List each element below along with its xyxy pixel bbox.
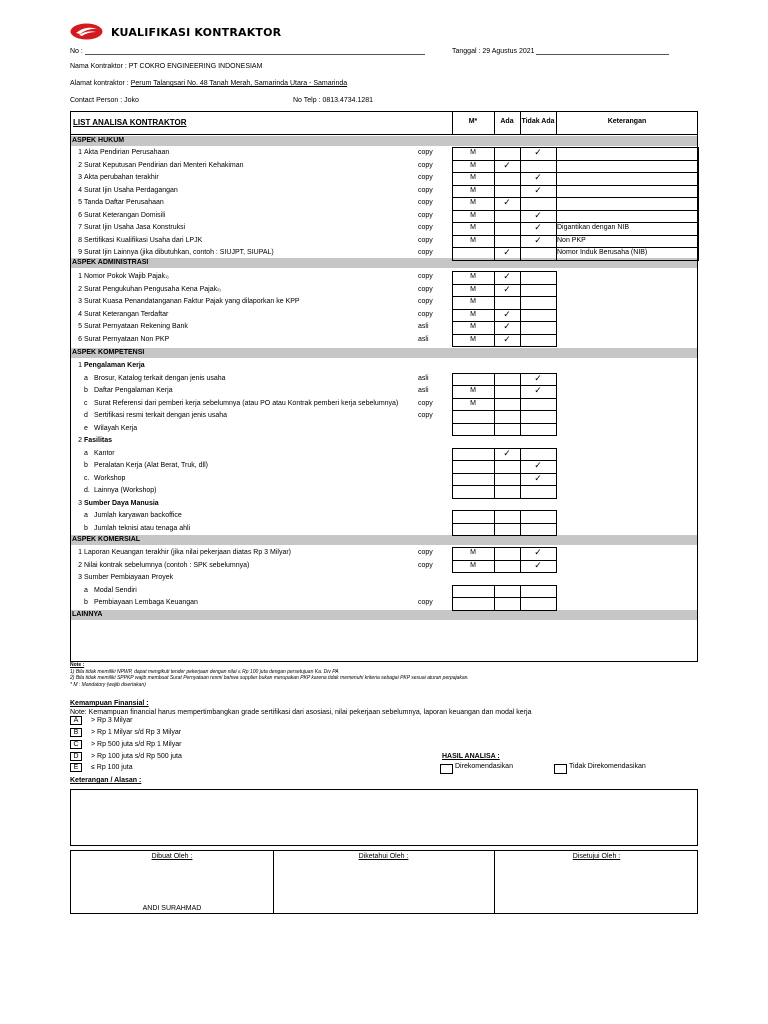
row-copy-type: copy	[418, 599, 433, 606]
no-label: No :	[70, 48, 83, 55]
row-label: Surat Keputusan Pendirian dari Menteri Kehakiman	[84, 161, 244, 169]
company-logo	[70, 23, 103, 40]
row-sub-letter: a	[84, 586, 88, 594]
row-label: Jumlah karyawan backoffice	[94, 512, 182, 519]
table-row	[71, 510, 697, 523]
row-label: Surat Ijin Usaha Jasa Konstruksi	[84, 224, 186, 231]
finansial-option-label: ≤ Rp 100 juta	[91, 764, 133, 771]
col-tidak-header: Tidak Ada	[521, 118, 555, 125]
row-label: Laporan Keuangan terakhir (jika nilai pekerjaan diatas Rp 3 Milyar)	[84, 549, 292, 556]
row-sub-letter: b	[84, 599, 88, 606]
row-sub-letter: b	[84, 387, 88, 394]
row-label: Daftar Pengalaman Kerja	[94, 387, 173, 394]
row-label: Surat Keterangan Terdaftar	[84, 310, 169, 318]
row-label: Nilai kontrak sebelumnya (contoh : SPK sebelumnya)	[84, 561, 250, 569]
row-ada-check[interactable]: ✓	[503, 198, 511, 208]
row-number: 6	[78, 335, 82, 343]
section-komersial: ASPEK KOMERSIAL	[71, 535, 697, 545]
row-number: 3	[78, 574, 82, 581]
note-2: 2) Bila tidak memiliki SPPKP wajib membuat Surat Pernyataan resmi bahwa supplier bukan merupakan PKP karena tidak memenuhi kriteria sebagai PKP sesuai aturan perpajakan.	[70, 675, 469, 681]
row-tidak-ada-check[interactable]: ✓	[534, 173, 542, 183]
row-label: Workshop	[94, 474, 126, 482]
section-administrasi: ASPEK ADMINISTRASI	[71, 258, 697, 268]
tanggal-label: Tanggal :	[452, 48, 481, 55]
row-label: Pengalaman Kerja	[84, 362, 145, 369]
alamat-field	[70, 80, 347, 87]
row-mandatory: M	[470, 199, 476, 206]
row-copy-type: copy	[418, 224, 433, 231]
row-ada-check[interactable]: ✓	[503, 448, 511, 459]
row-keterangan: Digantikan dengan NIB	[557, 224, 629, 231]
row-mandatory: M	[470, 549, 476, 556]
row-number: 6	[78, 211, 82, 219]
note-1: 1) Bila tidak memiliki NPWP, dapat mengikuti tender pekerjaan dengan nilai ≤ Rp 100 juta dengan persetujuan Ka. Div PA	[70, 668, 339, 675]
signature-table	[70, 850, 698, 914]
row-number: 1	[78, 362, 82, 369]
finansial-option[interactable]	[70, 752, 270, 762]
row-label: Sumber Daya Manusia	[84, 499, 159, 507]
finansial-option-code[interactable]: E	[70, 763, 82, 772]
header-divider	[71, 134, 697, 135]
row-tidak-ada-check[interactable]: ✓	[534, 185, 542, 196]
contact-field	[70, 97, 139, 104]
footnote-ref: 2)	[217, 286, 221, 292]
row-ada-check[interactable]: ✓	[503, 248, 511, 258]
row-tidak-ada-check[interactable]: ✓	[534, 461, 542, 471]
row-label: Kantor	[94, 449, 115, 457]
hasil-title: HASIL ANALISA :	[442, 753, 500, 760]
header-vline	[520, 112, 521, 134]
row-mandatory: M	[470, 174, 476, 181]
header-vline	[556, 112, 557, 134]
row-label: Sertifikasi resmi terkait dengan jenis usaha	[94, 412, 228, 419]
row-label: Akta perubahan terakhir	[84, 174, 159, 181]
row-label: Lainnya (Workshop)	[94, 487, 157, 494]
row-mandatory: M	[470, 161, 476, 169]
row-number: 2	[78, 161, 82, 169]
row-copy-type: copy	[418, 285, 433, 293]
row-number: 1	[78, 549, 82, 556]
table-row	[71, 572, 697, 585]
row-label: Surat Referensi dari pemberi kerja sebelumnya (atau PO atau Kontrak pemberi kerja sebelumnya)	[94, 399, 399, 407]
finansial-option[interactable]	[70, 763, 270, 773]
row-label: Tanda Daftar Perusahaan	[84, 199, 164, 206]
table-row	[71, 560, 697, 573]
table-row	[71, 523, 697, 536]
row-number: 1	[78, 149, 82, 156]
row-number: 1	[78, 273, 82, 280]
row-sub-letter: e	[84, 424, 88, 432]
row-sub-letter: d	[84, 412, 88, 419]
row-label: Fasilitas	[84, 437, 113, 444]
row-copy-type: asli	[418, 335, 429, 343]
row-ada-check[interactable]: ✓	[503, 160, 511, 171]
finansial-option-label: > Rp 3 Milyar	[91, 717, 133, 724]
row-number: 4	[78, 310, 82, 318]
row-tidak-ada-check[interactable]: ✓	[534, 548, 542, 558]
row-mandatory: M	[470, 224, 476, 231]
row-number: 2	[78, 561, 82, 569]
row-copy-type: copy	[418, 186, 433, 194]
row-sub-letter: c	[84, 399, 88, 407]
table-row	[71, 334, 697, 347]
row-tidak-ada-check[interactable]: ✓	[534, 210, 542, 221]
section-hukum: ASPEK HUKUM	[71, 136, 697, 146]
row-number: 3	[78, 174, 82, 181]
finansial-option[interactable]	[70, 728, 270, 738]
table-row	[71, 172, 697, 185]
telp-value: 0813.4734.1281	[322, 97, 374, 104]
row-label: Peralatan Kerja (Alat Berat, Truk, dll)	[94, 462, 208, 469]
dibuat-label: Dibuat Oleh :	[151, 853, 193, 860]
table-row	[71, 585, 697, 598]
footnote-ref: 1)	[165, 274, 169, 279]
row-copy-type: copy	[418, 236, 433, 244]
row-copy-type: asli	[418, 387, 429, 394]
alamat-value: Perum Talangsari No. 48 Tanah Merah, Samarinda Utara - Samarinda	[130, 80, 348, 87]
row-number: 4	[78, 186, 82, 194]
row-sub-letter: a	[84, 374, 88, 382]
disetujui-label: Disetujui Oleh :	[572, 853, 621, 860]
nama-kontraktor-field	[70, 63, 262, 70]
row-number: 2	[78, 285, 82, 293]
section-kompetensi: ASPEK KOMPETENSI	[71, 348, 697, 358]
diketahui-label: Diketahui Oleh :	[358, 853, 409, 860]
finansial-option[interactable]	[70, 716, 270, 726]
row-sub-letter: d.	[84, 487, 90, 494]
row-tidak-ada-check[interactable]: ✓	[534, 148, 542, 158]
row-copy-type: copy	[418, 561, 433, 569]
row-copy-type: asli	[418, 374, 429, 382]
row-label: Sertifikasi Kualifikasi Usaha dari LPJK	[84, 236, 203, 244]
dibuat-name: ANDI SURAHMAD	[142, 905, 202, 912]
finansial-option-code[interactable]: C	[70, 740, 82, 749]
table-row	[71, 547, 697, 560]
row-number: 3	[78, 298, 82, 305]
row-copy-type: copy	[418, 298, 433, 305]
row-mandatory: M	[470, 399, 476, 407]
col-list-header: LIST ANALISA KONTRAKTOR	[73, 118, 187, 127]
finansial-option-code[interactable]: B	[70, 728, 82, 737]
keterangan-alasan-title: Keterangan / Alasan :	[70, 777, 142, 784]
finansial-option-code[interactable]: A	[70, 716, 82, 725]
row-number: 8	[78, 236, 82, 244]
row-label: Surat Kuasa Penandatanganan Faktur Pajak yang dilaporkan ke KPP	[84, 298, 300, 305]
row-tidak-ada-check[interactable]: ✓	[534, 473, 542, 484]
row-copy-type: copy	[418, 174, 433, 181]
no-line	[85, 47, 425, 55]
contact-value: Joko	[124, 97, 139, 104]
table-row	[71, 435, 697, 448]
row-copy-type: copy	[418, 549, 433, 556]
table-row	[71, 498, 697, 511]
table-row	[71, 448, 697, 461]
table-row	[71, 222, 697, 235]
row-ada-check[interactable]: ✓	[503, 334, 511, 345]
row-number: 7	[78, 224, 82, 231]
row-ada-check[interactable]: ✓	[503, 272, 511, 282]
row-copy-type: copy	[418, 149, 433, 156]
table-row	[71, 385, 697, 398]
row-mandatory: M	[470, 211, 476, 219]
table-row	[71, 160, 697, 173]
finansial-block	[70, 699, 531, 717]
row-number: 2	[78, 437, 82, 444]
table-row	[71, 423, 697, 436]
row-copy-type: copy	[418, 273, 433, 280]
table-row	[71, 247, 697, 260]
row-copy-type: copy	[418, 310, 433, 318]
row-label: Jumlah teknisi atau tenaga ahli	[94, 524, 191, 532]
row-label: Brosur, Katalog terkait dengan jenis usaha	[94, 374, 226, 382]
table-row	[71, 309, 697, 322]
row-label: Surat Ijin Usaha Perdagangan	[84, 186, 178, 194]
row-keterangan: Nomor Induk Berusaha (NIB)	[557, 249, 648, 256]
table-row	[71, 485, 697, 498]
row-sub-letter: c.	[84, 474, 90, 482]
row-tidak-ada-check[interactable]: ✓	[534, 560, 542, 571]
row-ada-check[interactable]: ✓	[503, 284, 511, 295]
row-tidak-ada-check[interactable]: ✓	[534, 373, 542, 384]
page-title: KUALIFIKASI KONTRAKTOR	[111, 26, 282, 39]
row-mandatory: M	[470, 387, 476, 394]
row-mandatory: M	[470, 323, 476, 330]
table-row	[71, 373, 697, 386]
row-mandatory: M	[470, 285, 476, 293]
finansial-note: Note: Kemampuan financial harus mempertimbangkan grade sertifikasi dari asosiasi, nilai pekerjaan sebelumnya, laporan keuangan dan modal kerja	[70, 709, 532, 716]
row-mandatory: M	[470, 236, 476, 244]
contact-label: Contact Person :	[70, 97, 123, 104]
row-ada-check[interactable]: ✓	[503, 309, 511, 320]
row-copy-type: copy	[418, 399, 433, 407]
row-sub-letter: b	[84, 462, 88, 469]
direkomendasikan-label: Direkomendasikan	[455, 763, 513, 770]
table-row	[71, 410, 697, 423]
direkomendasikan-checkbox[interactable]	[440, 764, 453, 774]
table-row	[71, 271, 697, 284]
row-copy-type: copy	[418, 161, 433, 169]
row-keterangan: Non PKP	[557, 236, 586, 244]
row-tidak-ada-check[interactable]: ✓	[534, 223, 542, 233]
row-sub-letter: a	[84, 512, 88, 519]
row-copy-type: copy	[418, 412, 433, 419]
col-ket-header: Keterangan	[607, 118, 647, 125]
row-mandatory: M	[470, 298, 476, 305]
nama-label: Nama Kontraktor :	[70, 63, 127, 70]
finansial-option-label: > Rp 500 juta s/d Rp 1 Milyar	[91, 741, 182, 748]
table-row	[71, 284, 697, 297]
tanggal-value: 29 Agustus 2021	[482, 48, 535, 55]
table-row	[71, 197, 697, 210]
table-row	[71, 597, 697, 610]
col-m-header: M*	[468, 118, 478, 125]
col-ada-header: Ada	[500, 118, 514, 125]
table-row	[71, 185, 697, 198]
row-copy-type: copy	[418, 199, 433, 206]
row-label: Surat Pernyataan Rekening Bank	[84, 323, 188, 330]
row-number: 5	[78, 199, 82, 206]
row-label: Wilayah Kerja	[94, 424, 138, 432]
row-label: Akta Pendirian Perusahaan	[84, 149, 170, 156]
keterangan-alasan-box[interactable]	[70, 789, 698, 846]
row-number: 9	[78, 249, 82, 256]
nama-value: PT COKRO ENGINEERING INDONESIAM	[128, 63, 263, 70]
finansial-option-code[interactable]: D	[70, 752, 82, 761]
table-row	[71, 321, 697, 334]
finansial-title: Kemampuan Finansial :	[70, 700, 149, 707]
row-label: Surat Pengukuhan Pengusaha Kena Pajak	[84, 285, 218, 293]
row-label: Surat Keterangan Domisili	[84, 211, 166, 219]
row-copy-type: copy	[418, 249, 433, 256]
row-label: Surat Pernyataan Non PKP	[84, 335, 170, 343]
table-row	[71, 235, 697, 248]
finansial-option[interactable]	[70, 740, 270, 750]
header-vline	[494, 112, 495, 134]
table-row	[71, 398, 697, 411]
row-mandatory: M	[470, 310, 476, 318]
tanggal-field[interactable]	[452, 47, 669, 55]
row-label: Sumber Pembiayaan Proyek	[84, 574, 174, 581]
row-copy-type: copy	[418, 211, 433, 219]
row-copy-type: asli	[418, 323, 429, 330]
row-mandatory: M	[470, 149, 476, 156]
row-mandatory: M	[470, 186, 476, 194]
row-label: Pembiayaan Lembaga Keuangan	[94, 599, 198, 606]
row-sub-letter: a	[84, 449, 88, 457]
row-tidak-ada-check[interactable]: ✓	[534, 235, 542, 246]
alamat-label: Alamat kontraktor :	[70, 80, 129, 87]
sig-divider	[273, 851, 274, 913]
telp-field	[293, 97, 373, 104]
table-row	[71, 296, 697, 309]
section-lainnya: LAINNYA	[71, 610, 697, 620]
finansial-option-label: > Rp 1 Milyar s/d Rp 3 Milyar	[91, 729, 182, 736]
row-number: 5	[78, 323, 82, 330]
analysis-table	[70, 111, 698, 662]
row-label: Surat Ijin Lainnya (jika dibutuhkan, contoh : SIUJPT, SIUPAL)	[84, 249, 274, 256]
no-field[interactable]	[70, 47, 425, 55]
finansial-option-label: > Rp 100 juta s/d Rp 500 juta	[91, 753, 182, 760]
table-row	[71, 473, 697, 486]
table-row	[71, 210, 697, 223]
row-tidak-ada-check[interactable]: ✓	[534, 386, 542, 396]
table-row	[71, 147, 697, 160]
row-label: Modal Sendiri	[94, 586, 137, 594]
header-vline	[452, 112, 453, 134]
row-label: Nomor Pokok Wajib Pajak	[84, 273, 166, 280]
row-sub-letter: b	[84, 524, 88, 532]
tidak-direkomendasikan-label: Tidak Direkomendasikan	[569, 763, 646, 770]
row-mandatory: M	[470, 335, 476, 343]
tidak-direkomendasikan-checkbox[interactable]	[554, 764, 567, 774]
table-row	[71, 360, 697, 373]
notes-block	[70, 662, 700, 688]
telp-label: No Telp :	[293, 97, 321, 104]
notes-title: Note :	[70, 662, 85, 668]
tanggal-line	[536, 47, 669, 55]
sig-divider	[494, 851, 495, 913]
row-number: 3	[78, 499, 82, 507]
row-mandatory: M	[470, 273, 476, 280]
row-mandatory: M	[470, 561, 476, 569]
row-ada-check[interactable]: ✓	[503, 322, 511, 332]
table-row	[71, 460, 697, 473]
note-3: * M : Mandatory (wajib disertakan)	[70, 681, 146, 688]
